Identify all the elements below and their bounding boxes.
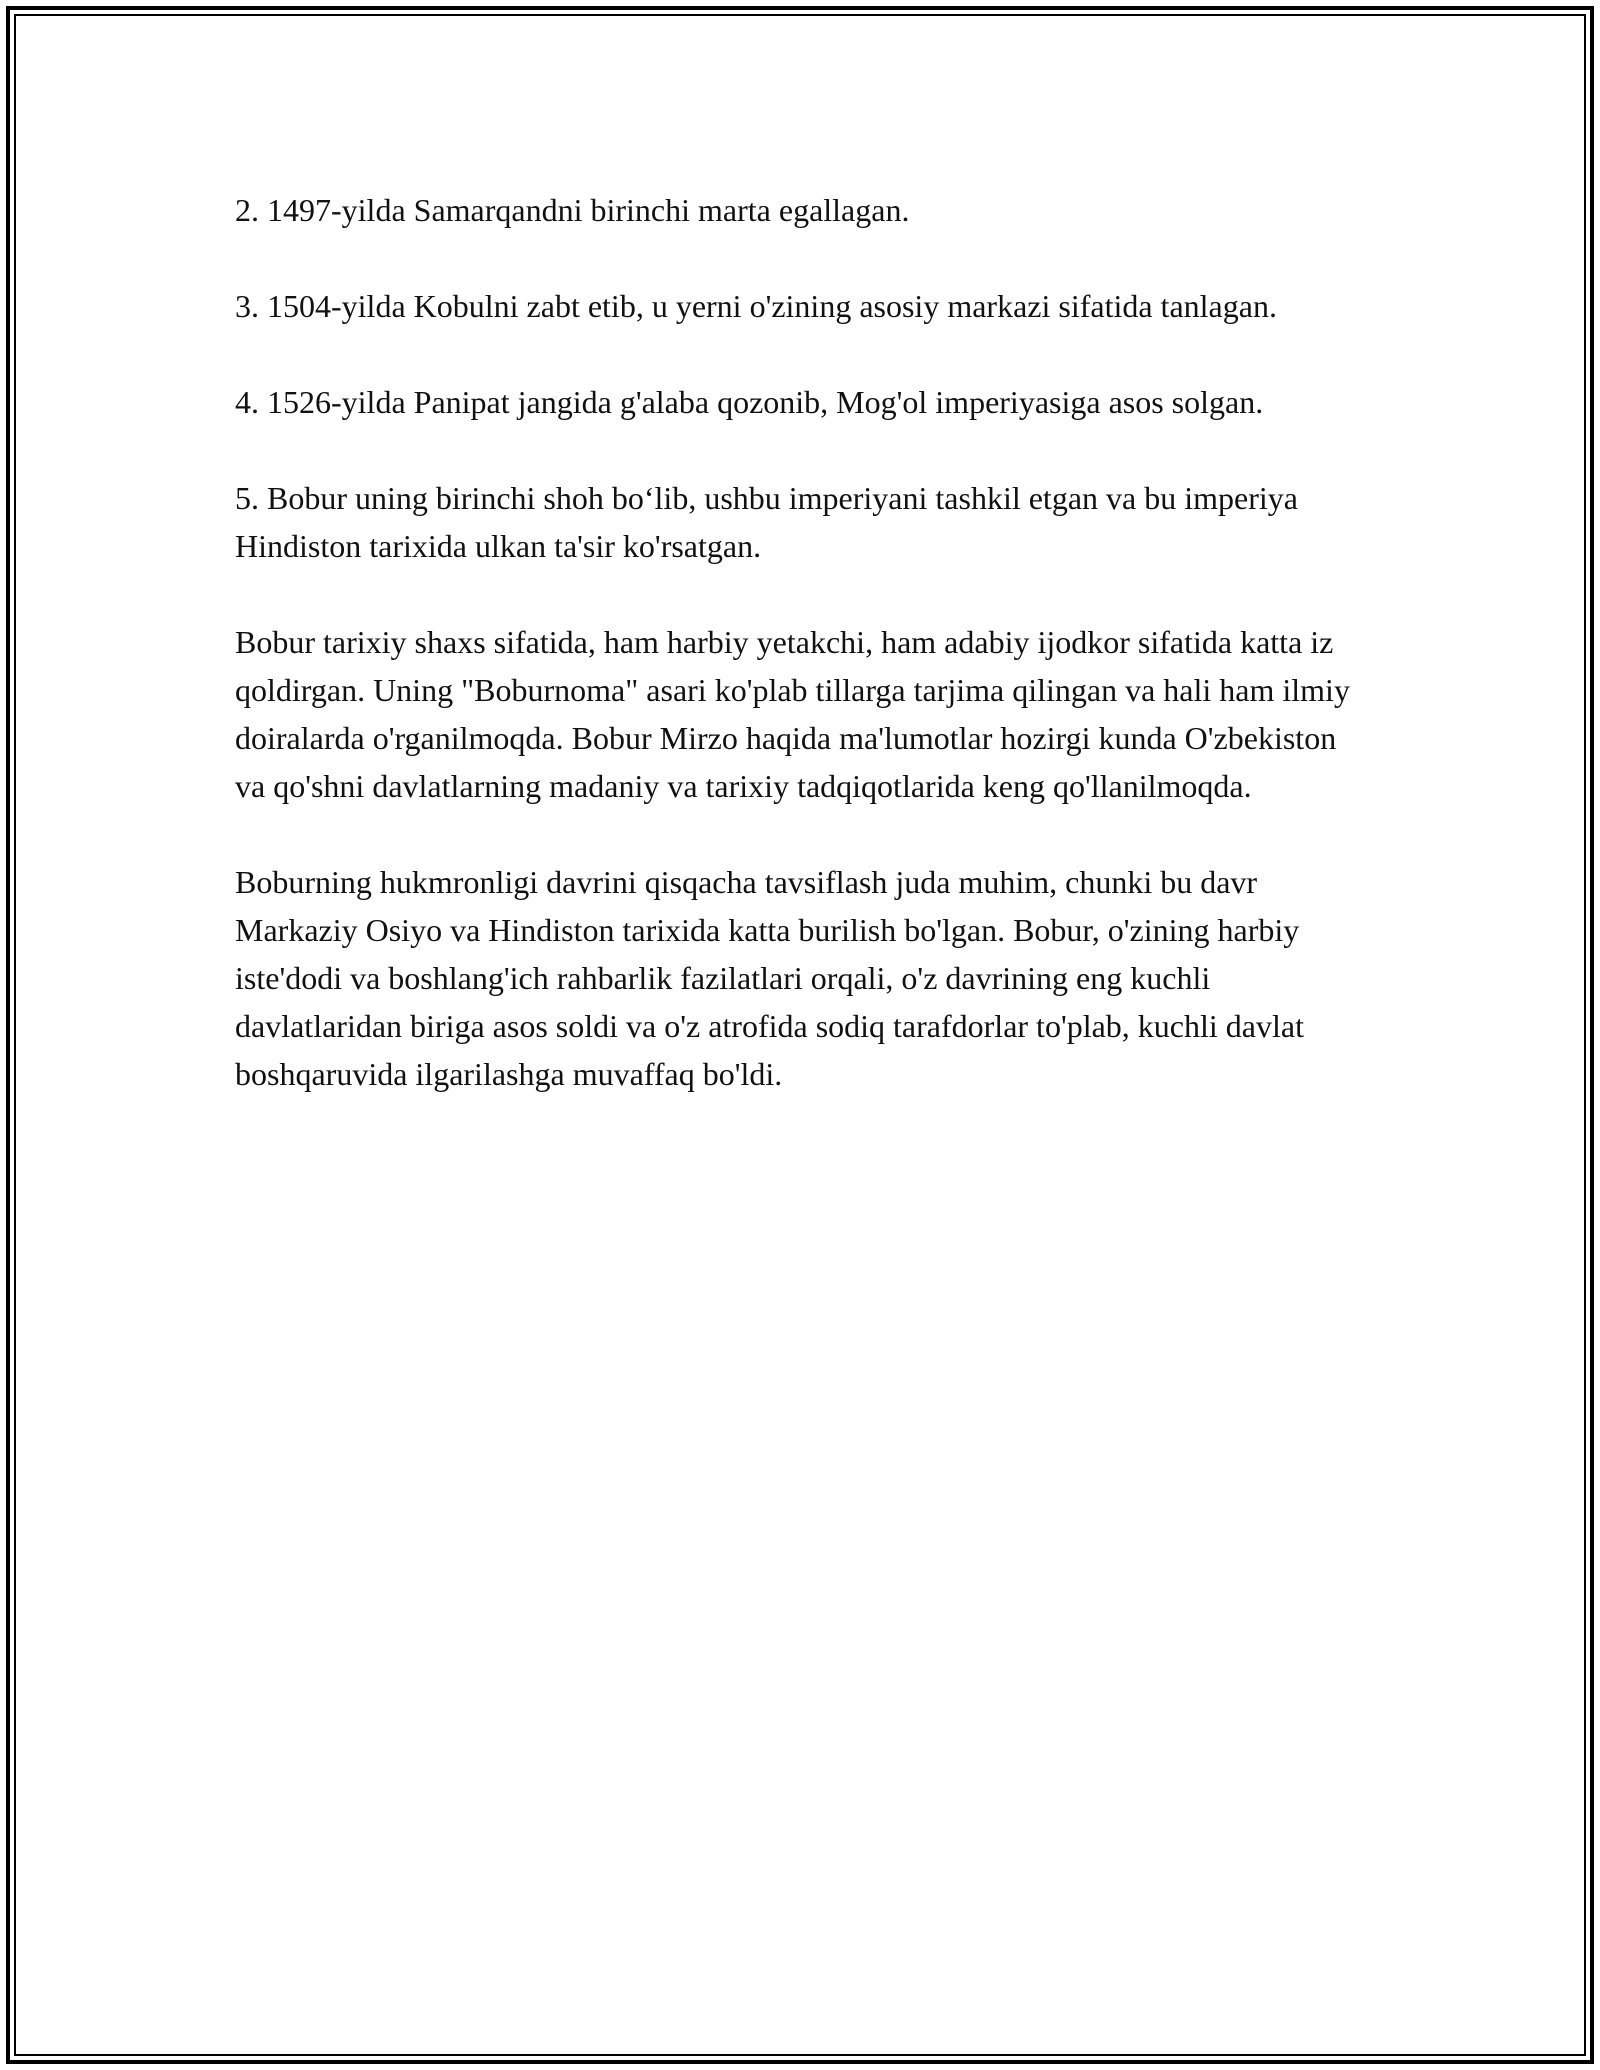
list-item-4: 4. 1526-yilda Panipat jangida g'alaba qozonib, Mog'ol imperiyasiga asos solgan.: [235, 384, 1264, 420]
list-item-2: 2. 1497-yilda Samarqandni birinchi marta egallagan.: [235, 192, 910, 228]
document-body: [235, 186, 1365, 1146]
list-item-3: 3. 1504-yilda Kobulni zabt etib, u yerni o'zining asosiy markazi sifatida tanlagan.: [235, 288, 1277, 324]
paragraph-bobur-reign: Boburning hukmronligi davrini qisqacha tavsiflash juda muhim, chunki bu davr Markaziy Osiyo va Hindiston tarixida katta burilish bo'lgan. Bobur, o'zining harbiy iste'dodi va boshlang'ich rahbarlik fazilatlari orqali, o'z davrining eng kuchli davlatlaridan biriga asos soldi va o'z atrofida sodiq tarafdorlar to'plab, kuchli davlat boshqaruvida ilgarilashga muvaffaq bo'ldi.: [235, 864, 1304, 1092]
list-item-5: 5. Bobur uning birinchi shoh bo‘lib, ushbu imperiyani tashkil etgan va bu imperiya Hindiston tarixida ulkan ta'sir ko'rsatgan.: [235, 480, 1298, 564]
paragraph-bobur-legacy: Bobur tarixiy shaxs sifatida, ham harbiy yetakchi, ham adabiy ijodkor sifatida katta iz qoldirgan. Uning "Boburnoma" asari ko'plab tillarga tarjima qilingan va hali ham ilmiy doiralarda o'rganilmoqda. Bobur Mirzo haqida ma'lumotlar hozirgi kunda O'zbekiston va qo'shni davlatlarning madaniy va tarixiy tadqiqotlarida keng qo'llanilmoqda.: [235, 624, 1350, 804]
